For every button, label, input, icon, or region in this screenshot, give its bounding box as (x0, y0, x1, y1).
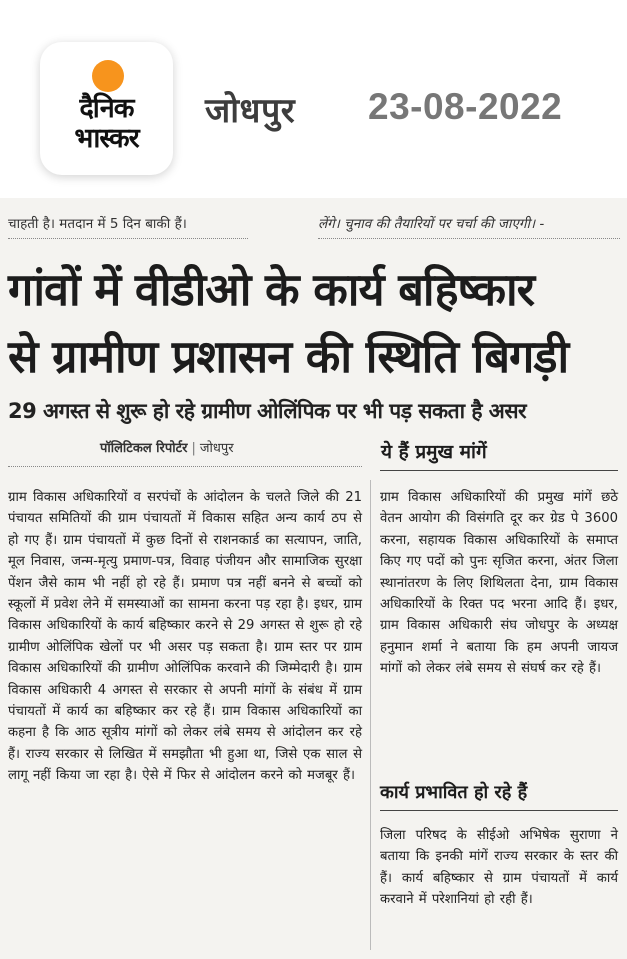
headline-line2: से ग्रामीण प्रशासन की स्थिति बिगड़ी (8, 330, 569, 383)
headline-line1: गांवों में वीडीओ के कार्य बहिष्कार (8, 263, 535, 316)
newspaper-clipping (0, 198, 627, 959)
edition-date: 23-08-2022 (368, 86, 563, 127)
dainik-bhaskar-logo (40, 42, 173, 175)
logo-text-line1: दैनिक (79, 93, 134, 124)
article-body-left: ग्राम विकास अधिकारियों व सरपंचों के आंदोलन के चलते जिले की 21 पंचायत समितियों की ग्राम पंचायतों में विकास सहित अन्य कार्य ठप से हो गए हैं। ग्राम पंचायतों में कुछ दिनों से राशनकार्ड का सत्यापन, जाति, मूल निवास, जन्म-मृत्यु प्रमाण-पत्र, विवाह पंजीयन और सामाजिक सुरक्षा पेंशन जैसे काम भी नहीं हो रहे हैं। प्रमाण पत्र नहीं बनने से बच्चों को स्कूलों में प्रवेश लेने में समस्याओं का सामना करना पड़ रहा है। इधर, ग्राम विकास अधिकारियों के कार्य बहिष्कार करने से 29 अगस्त से शुरू हो रहे ग्रामीण ओलिंपिक खेलों पर भी असर पड़ सकता है। ग्राम स्तर पर ग्राम विकास अधिकारियों की ग्रामीण ओलिंपिक करवाने की जिम्मेदारी है। ग्राम विकास अधिकारी 4 अगस्त से सरकार से अपनी मांगों के संबंध में ग्राम पंचायतों में कार्य का बहिष्कार कर रहे हैं। ग्राम विकास अधिकारियों का कहना है कि आठ सूत्रीय मांगों को लेकर लंबे समय से आंदोलन कर रहे हैं। राज्य सरकार से लिखित में समझौता भी हुआ था, जिसे एक साल से लागू नहीं किया जा रहा है। ऐसे में फिर से आंदोलन करने को मजबूर हैं। (8, 490, 362, 784)
logo-text-line2: भास्कर (74, 123, 139, 154)
top-divider-left (8, 238, 248, 239)
previous-story-tail-right: लेंगे। चुनाव की तैयारियों पर चर्चा की जाएगी। - (318, 216, 545, 232)
box-title-underline (380, 470, 618, 471)
impact-body: जिला परिषद के सीईओ अभिषेक सुराणा ने बताया कि इनकी मांगें राज्य सरकार के स्तर की हैं। कार्य बहिष्कार से ग्राम पंचायतों में कार्य करवाने में परेशानियां हो रही हैं। (380, 828, 618, 908)
byline-reporter: पॉलिटिकल रिपोर्टर (100, 441, 188, 456)
top-divider-right (318, 238, 620, 239)
edition-city: जोधपुर (205, 91, 296, 131)
subheadline: 29 अगस्त से शुरू हो रहे ग्रामीण ओलिंपिक पर भी पड़ सकता है असर (8, 399, 527, 423)
byline-divider (8, 466, 362, 467)
previous-story-tail-left: चाहती है। मतदान में 5 दिन बाकी हैं। (8, 216, 187, 232)
demands-box-title: ये हैं प्रमुख मांगें (381, 441, 487, 463)
sun-icon (92, 60, 124, 92)
byline-city: जोधपुर (199, 441, 234, 456)
side-heading-underline (380, 810, 618, 811)
demands-body: ग्राम विकास अधिकारियों की प्रमुख मांगें छठे वेतन आयोग की विसंगति दूर कर ग्रेड पे 3600 करना, सहायक विकास अधिकारियों के समाप्त किए गए पदों को पुनः सृजित करना, अंतर जिला स्थानांतरण के लिए शिथिलता देना, ग्राम विकास अधिकारियों के रिक्त पद भरना आदि हैं। इधर, ग्राम विकास अधिकारी संघ जोधपुर के अध्यक्ष हनुमान शर्मा ने बताया कि हम अपनी जायज मांगों को लेकर लंबे समय से संघर्ष कर रहे हैं। (380, 490, 618, 677)
byline-separator: | (191, 441, 196, 456)
header (0, 0, 627, 195)
byline (100, 438, 234, 456)
side-heading: कार्य प्रभावित हो रहे हैं (380, 782, 528, 803)
column-divider (370, 480, 371, 950)
